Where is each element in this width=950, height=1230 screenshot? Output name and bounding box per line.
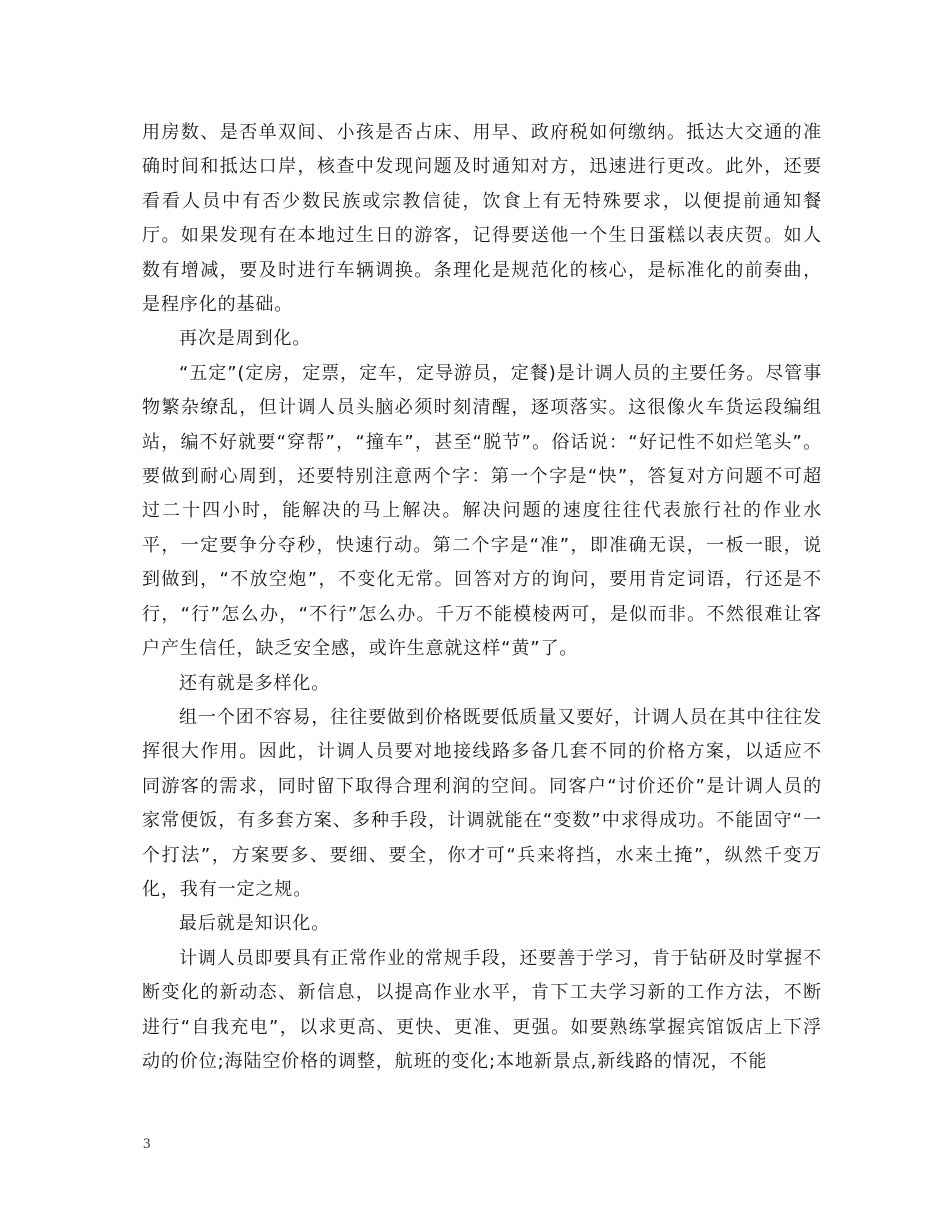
paragraph-room-details: 用房数、是否单双间、小孩是否占床、用早、政府税如何缴纳。抵达大交通的准确时间和抵达口岸，核查中发现问题及时通知对方，迅速进行更改。此外，还要看看人员中有否少数民族或宗教信徒，饮食上有无特殊要求，以便提前通知餐厅。如果发现有在本地过生日的游客，记得要送他一个生日蛋糕以表庆贺。如人数有增减，要及时进行车辆调换。条理化是规范化的核心，是标准化的前奏曲，是程序化的基础。 <box>142 122 822 316</box>
page-number: 3 <box>143 1136 151 1152</box>
section-heading-knowledge: 最后就是知识化。 <box>179 913 331 935</box>
section-heading-thoroughness: 再次是周到化。 <box>179 328 312 350</box>
paragraph-continuous-learning: 计调人员即要具有正常作业的常规手段，还要善于学习，肯于钻研及时掌握不断变化的新动态、新信息，以提高作业水平，肯下工夫学习新的工作方法，不断进行“自我充电”，以求更高、更快、更准、更强。如要熟练掌握宾馆饭店上下浮动的价位;海陆空价格的调整，航班的变化;本地新景点,新线路的情况，不能 <box>142 947 822 1072</box>
document-body <box>142 116 822 1079</box>
paragraph-five-bookings: “五定”(定房，定票，定车，定导游员，定餐)是计调人员的主要任务。尽管事物繁杂缭乱，但计调人员头脑必须时刻清醒，逐项落实。这很像火车货运段编组站，编不好就要“穿帮”，“撞车”，甚至“脱节”。俗话说：“好记性不如烂笔头”。要做到耐心周到，还要特别注意两个字：第一个字是“快”，答复对方问题不可超过二十四小时，能解决的马上解决。解决问题的速度往往代表旅行社的作业水平，一定要争分夺秒，快速行动。第二个字是“准”，即准确无误，一板一眼，说到做到，“不放空炮”，不变化无常。回答对方的询问，要用肯定词语，行还是不行，“行”怎么办，“不行”怎么办。千万不能模棱两可，是似而非。不然很难让客户产生信任，缺乏安全感，或许生意就这样“黄”了。 <box>142 362 822 660</box>
section-heading-diversification: 还有就是多样化。 <box>179 672 331 694</box>
paragraph-pricing-options: 组一个团不容易，往往要做到价格既要低质量又要好，计调人员在其中往往发挥很大作用。因此，计调人员要对地接线路多备几套不同的价格方案，以适应不同游客的需求，同时留下取得合理利润的空间。同客户“讨价还价”是计调人员的家常便饭，有多套方案、多种手段，计调就能在“变数”中求得成功。不能固守“一个打法”，方案要多、要细、要全，你才可“兵来将挡，水来土掩”，纵然千变万化，我有一定之规。 <box>142 706 822 900</box>
